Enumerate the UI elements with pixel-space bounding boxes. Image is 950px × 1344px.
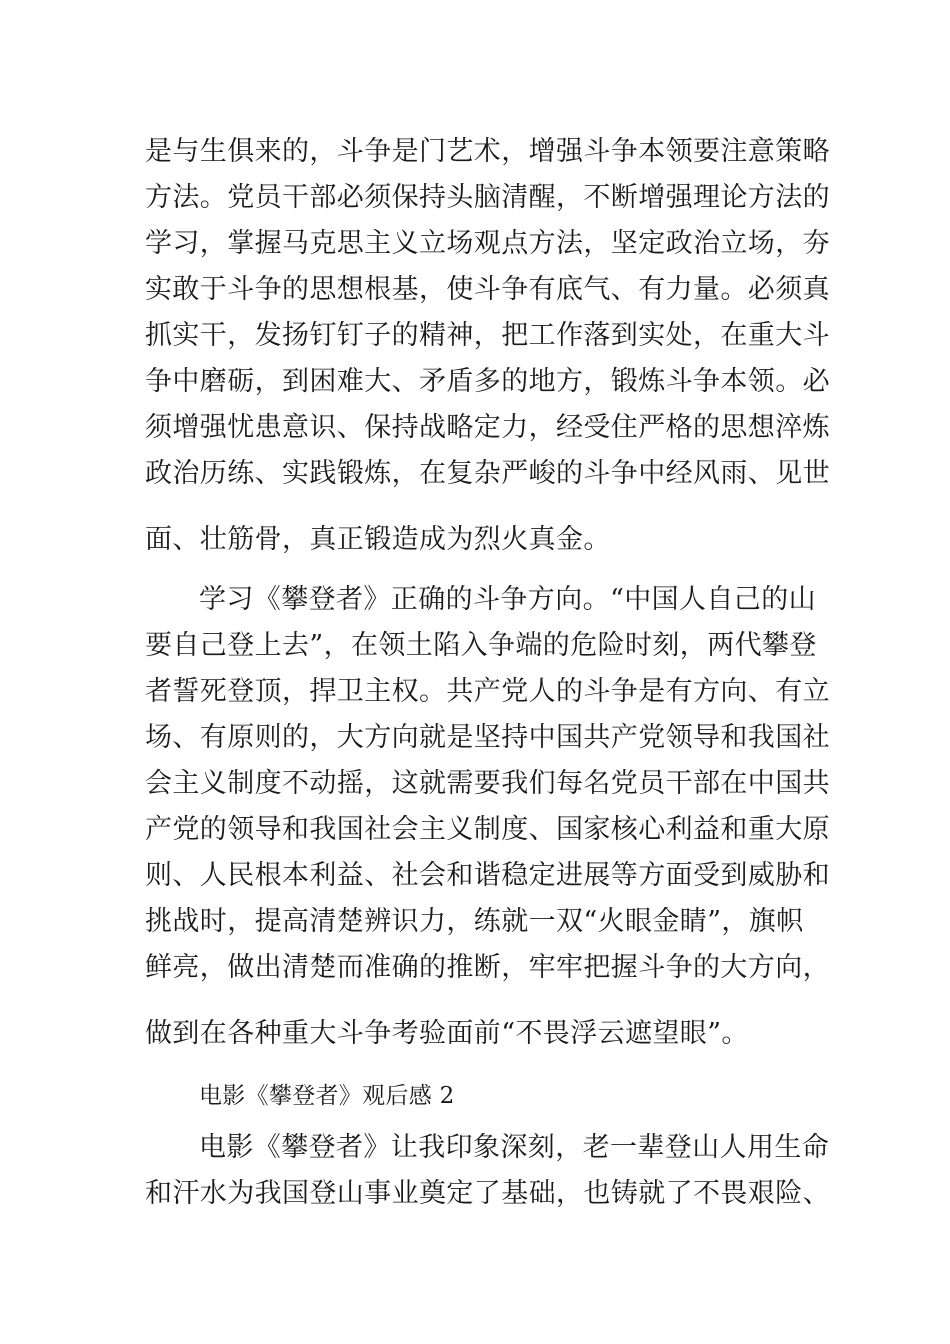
text-line: 则、人民根本利益、社会和谐稳定进展等方面受到威胁和 [145, 860, 830, 891]
text-line: 方法。党员干部必须保持头脑清醒，不断增强理论方法的 [145, 182, 830, 213]
text-line: 实敢于斗争的思想根基，使斗争有底气、有力量。必须真 [145, 274, 830, 305]
text-line: 学习《攀登者》正确的斗争方向。“中国人自己的山 [199, 584, 817, 615]
text-line: 政治历练、实践锻炼，在复杂严峻的斗争中经风雨、见世 [145, 458, 830, 489]
text-line: 电影《攀登者》让我印象深刻，老一辈登山人用生命 [199, 1132, 830, 1163]
text-line: 抓实干，发扬钉钉子的精神，把工作落到实处，在重大斗 [145, 320, 830, 351]
text-line: 做到在各种重大斗争考验面前“不畏浮云遮望眼”。 [145, 1018, 749, 1049]
text-line: 者誓死登顶，捍卫主权。共产党人的斗争是有方向、有立 [145, 676, 830, 707]
text-line: 会主义制度不动摇，这就需要我们每名党员干部在中国共 [145, 768, 830, 799]
text-line: 是与生俱来的，斗争是门艺术，增强斗争本领要注意策略 [145, 136, 830, 167]
text-line: 场、有原则的，大方向就是坚持中国共产党领导和我国社 [145, 722, 830, 753]
text-line: 挑战时，提高清楚辨识力，练就一双“火眼金睛”，旗帜 [145, 906, 804, 937]
text-line: 鲜亮，做出清楚而准确的推断，牢牢把握斗争的大方向， [145, 952, 830, 983]
section-heading: 电影《攀登者》观后感 2 [199, 1083, 455, 1109]
text-line: 要自己登上去”，在领土陷入争端的危险时刻，两代攀登 [145, 630, 817, 661]
text-line: 争中磨砺，到困难大、矛盾多的地方，锻炼斗争本领。必 [145, 366, 830, 397]
text-line: 和汗水为我国登山事业奠定了基础，也铸就了不畏艰险、 [145, 1178, 830, 1209]
text-line: 学习，掌握马克思主义立场观点方法，坚定政治立场，夯 [145, 228, 830, 259]
text-line: 产党的领导和我国社会主义制度、国家核心利益和重大原 [145, 814, 830, 845]
text-line: 须增强忧患意识、保持战略定力，经受住严格的思想淬炼 [145, 412, 830, 443]
text-line: 面、壮筋骨，真正锻造成为烈火真金。 [145, 524, 611, 555]
